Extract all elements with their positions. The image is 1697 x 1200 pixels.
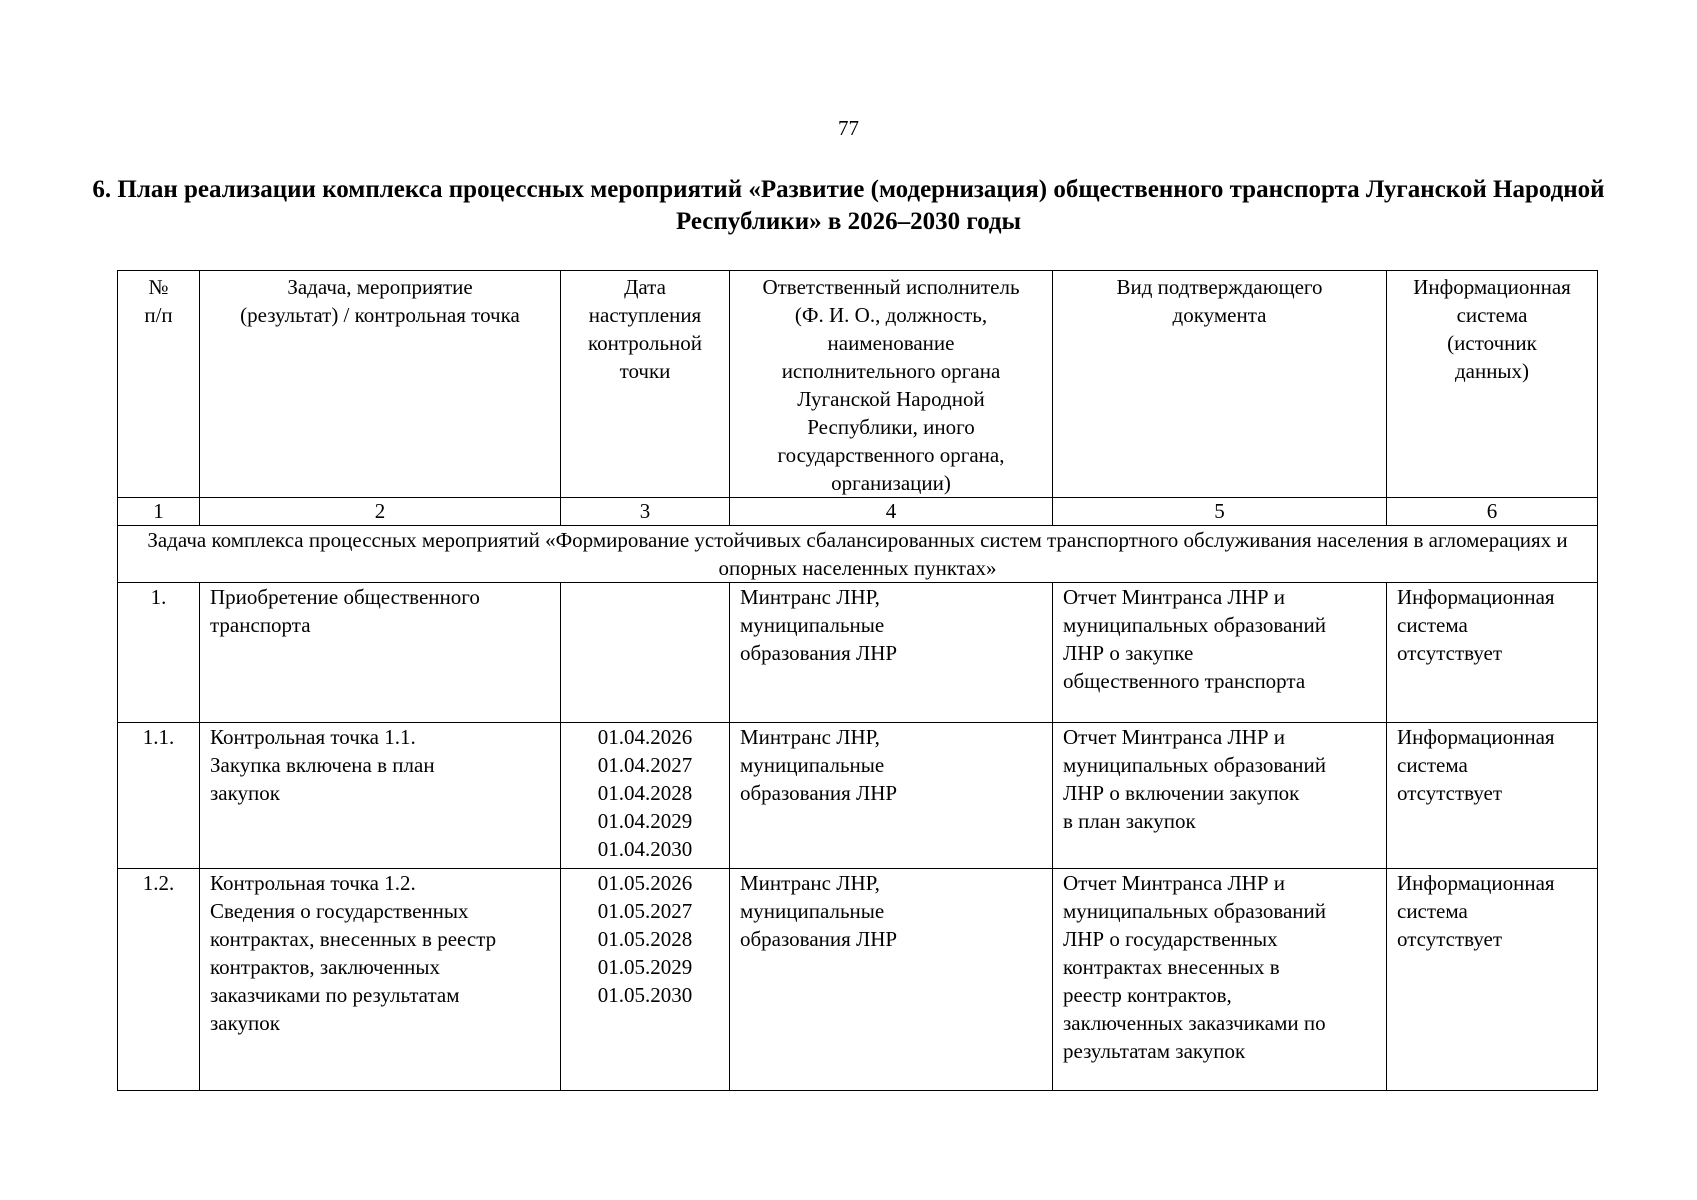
row-dates: 01.05.2026 01.05.2027 01.05.2028 01.05.2029 01.05.2030 [561, 869, 730, 1091]
header-number: № п/п [118, 271, 200, 498]
task-title: Задача комплекса процессных мероприятий «Формирование устойчивых сбалансированных систем транспортного обслуживания населения в агломерациях и опорных населенных пунктах» [118, 526, 1598, 583]
header-info-system: Информационная система (источник данных) [1387, 271, 1598, 498]
column-number-row [118, 498, 1598, 526]
plan-table [117, 270, 1598, 1091]
column-number: 6 [1387, 498, 1598, 526]
row-dates [561, 583, 730, 723]
column-number: 3 [561, 498, 730, 526]
page-title: 6. План реализации комплекса процессных мероприятий «Развитие (модернизация) общественного транспорта Луганской Народной Республики» в 2026–2030 годы [92, 176, 1605, 235]
row-document: Отчет Минтранса ЛНР и муниципальных образований ЛНР о включении закупок в план закупок [1053, 723, 1387, 869]
column-number: 5 [1053, 498, 1387, 526]
task-title-row [118, 526, 1598, 583]
header-document: Вид подтверждающего документа [1053, 271, 1387, 498]
row-document: Отчет Минтранса ЛНР и муниципальных образований ЛНР о государственных контрактах внесенных в реестр контрактов, заключенных заказчиками по результатам закупок [1053, 869, 1387, 1091]
column-number: 1 [118, 498, 200, 526]
row-task: Контрольная точка 1.2. Сведения о государственных контрактах, внесенных в реестр контрактов, заключенных заказчиками по результатам закупок [200, 869, 561, 1091]
row-executor: Минтранс ЛНР, муниципальные образования ЛНР [730, 583, 1053, 723]
row-executor: Минтранс ЛНР, муниципальные образования ЛНР [730, 869, 1053, 1091]
row-number: 1.2. [118, 869, 200, 1091]
row-info-system: Информационная система отсутствует [1387, 723, 1598, 869]
table-row [118, 869, 1598, 1091]
table-row [118, 723, 1598, 869]
row-number: 1.1. [118, 723, 200, 869]
table-header-row [118, 271, 1598, 498]
column-number: 4 [730, 498, 1053, 526]
header-date: Дата наступления контрольной точки [561, 271, 730, 498]
row-info-system: Информационная система отсутствует [1387, 583, 1598, 723]
row-task: Приобретение общественного транспорта [200, 583, 561, 723]
column-number: 2 [200, 498, 561, 526]
row-dates: 01.04.2026 01.04.2027 01.04.2028 01.04.2029 01.04.2030 [561, 723, 730, 869]
page-number: 77 [838, 116, 859, 140]
header-task: Задача, мероприятие (результат) / контрольная точка [200, 271, 561, 498]
row-number: 1. [118, 583, 200, 723]
row-info-system: Информационная система отсутствует [1387, 869, 1598, 1091]
row-executor: Минтранс ЛНР, муниципальные образования ЛНР [730, 723, 1053, 869]
header-executor: Ответственный исполнитель (Ф. И. О., должность, наименование исполнительного органа Луганской Народной Республики, иного государственного органа, организации) [730, 271, 1053, 498]
row-document: Отчет Минтранса ЛНР и муниципальных образований ЛНР о закупке общественного транспорта [1053, 583, 1387, 723]
table-row [118, 583, 1598, 723]
row-task: Контрольная точка 1.1. Закупка включена в план закупок [200, 723, 561, 869]
